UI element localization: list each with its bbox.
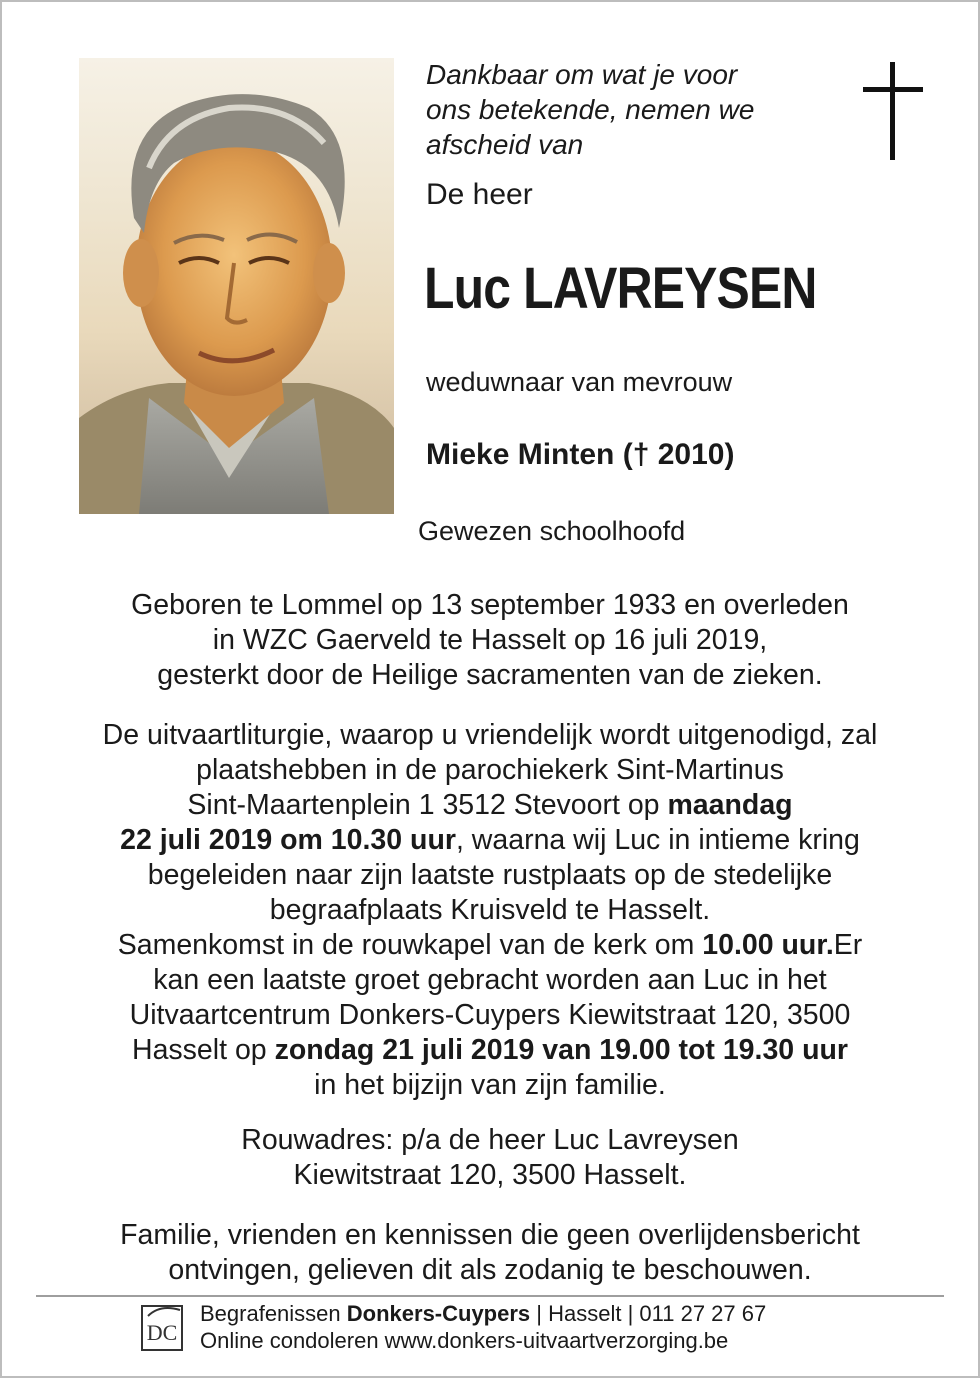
text-line [40,823,940,858]
footer [200,1300,766,1354]
text-line: De uitvaartliturgie, waarop u vriendelijk wordt uitgenodigd, zal [102,719,878,751]
footer-line [200,1300,766,1327]
text-line: kan een laatste groet gebracht worden aan Luc in het [153,964,827,996]
text-line: Kiewitstraat 120, 3500 Hasselt. [293,1159,687,1191]
text-line: begeleiden naar zijn laatste rustplaats op de stedelijke [147,859,833,891]
text-line [40,928,940,963]
intro-text [426,57,846,162]
text-line: ontvingen, gelieven dit als zodanig te beschouwen. [168,1254,812,1286]
text-span: Samenkomst in de rouwkapel van de kerk om [117,929,703,961]
honorific: De heer [426,178,533,211]
text-line: Familie, vrienden en kennissen die geen overlijdensbericht [120,1219,860,1251]
text-line: Rouwadres: p/a de heer Luc Lavreysen [241,1124,739,1156]
text-line: Geboren te Lommel op 13 september 1933 en overleden [131,589,849,621]
intro-line: Dankbaar om wat je voor [426,59,738,90]
notice-paragraph [40,1218,940,1288]
birth-death-paragraph [40,588,940,693]
text-line: gesterkt door de Heilige sacramenten van de zieken. [157,659,823,691]
funeral-datetime: 22 juli 2019 om 10.30 uur [120,824,456,856]
funeral-paragraph [40,718,940,1103]
visitation-datetime: zondag 21 juli 2019 van 19.00 tot 19.30 uur [274,1034,848,1066]
spouse-name: Mieke Minten († 2010) [426,438,735,471]
text-line: in het bijzijn van zijn familie. [314,1069,666,1101]
gathering-time: 10.00 uur. [702,929,834,961]
intro-line: afscheid van [426,129,584,160]
cross-icon [863,62,923,160]
text-span: Sint-Maartenplein 1 3512 Stevoort op [187,789,668,821]
company-name: Donkers-Cuypers [346,1301,531,1326]
text-line: plaatshebben in de parochiekerk Sint-Martinus [196,754,784,786]
intro-line: ons betekende, nemen we [426,94,755,125]
text-line [40,1033,940,1068]
text-line: begraafplaats Kruisveld te Hasselt. [269,894,711,926]
funeral-home-logo-icon [140,1302,186,1352]
occupation: Gewezen schoolhoofd [418,516,686,546]
text-span: Begrafenissen [200,1301,347,1326]
portrait-photo [79,58,394,514]
text-span: , waarna wij Luc in intieme kring [455,824,860,856]
footer-website[interactable]: Online condoleren www.donkers-uitvaartverzorging.be [200,1328,729,1353]
text-span: | Hasselt | 011 27 27 67 [530,1301,767,1326]
mourning-address [40,1123,940,1193]
text-line [40,788,940,823]
text-line: in WZC Gaerveld te Hasselt op 16 juli 2019, [212,624,768,656]
text-span: Er [833,929,863,961]
text-line: Uitvaartcentrum Donkers-Cuypers Kiewitstraat 120, 3500 [129,999,851,1031]
svg-text:DC: DC [146,1320,178,1345]
text-span: Hasselt op [132,1034,275,1066]
relation-text: weduwnaar van mevrouw [426,367,733,397]
funeral-day: maandag [667,789,793,821]
portrait-illustration [79,58,394,514]
deceased-name: Luc LAVREYSEN [424,256,817,321]
footer-divider [36,1295,944,1297]
